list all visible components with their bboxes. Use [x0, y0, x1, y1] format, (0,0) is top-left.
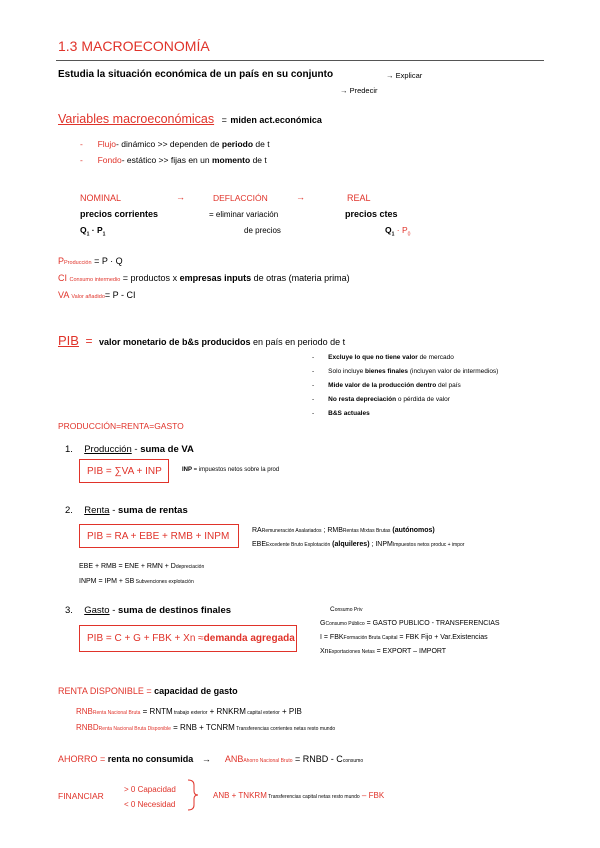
variables-title: Variables macroeconómicas: [58, 112, 215, 126]
fondo-label: Fondo: [97, 155, 122, 165]
renta-ra-sub: Remuneración Asalariados: [261, 528, 322, 534]
pib-label: PIB: [58, 333, 79, 348]
pib-bullet-rest: (incluyen valor de intermedios): [408, 368, 499, 375]
gasto-g-line: [320, 620, 500, 627]
renta-ebe-eq-sub: depreciación: [175, 564, 205, 570]
produccion-note-bold: INP: [182, 467, 193, 473]
rnkrm: + RNKRM: [207, 707, 246, 716]
pib-bullet-bold: Mide valor de la producción dentro: [328, 382, 437, 389]
renta-heading: [65, 505, 188, 516]
prg-title: PRODUCCIÓN=RENTA=GASTO: [58, 421, 184, 431]
intro-text: Estudia la situación económica de un país en su conjunto: [58, 69, 334, 80]
def-p-main: P: [58, 256, 65, 266]
gasto-g-sub: Consumo Público: [325, 621, 365, 627]
pib-bullet-rest: o pérdida de valor: [396, 396, 450, 403]
ahorro-arrow: →: [201, 754, 211, 764]
financiar-formula: [213, 791, 384, 800]
de-precios: de precios: [244, 226, 281, 235]
page-title: 1.3 MACROECONOMÍA: [58, 38, 210, 54]
renta-inpm: ; INPM: [369, 541, 393, 548]
variables-heading: [58, 112, 322, 126]
rnb-label: RNB: [76, 707, 93, 716]
ahorro-line: [58, 754, 363, 764]
pib-def-end: en país en periodo de t: [250, 337, 346, 347]
renta-dash: -: [109, 505, 119, 516]
q1p1-p: · P: [89, 225, 103, 235]
gasto-i-line: [320, 634, 488, 641]
pib-eq: =: [85, 334, 93, 348]
gasto-num: 3.: [65, 605, 73, 616]
header-rule: [56, 60, 544, 61]
def-ci-bold: empresas inputs: [179, 273, 252, 283]
variables-def: miden act.económica: [230, 115, 322, 125]
renta-inpm-eq: [79, 578, 194, 585]
pib-heading: [58, 333, 345, 348]
produccion-formula-box: PIB = ∑VA + INP: [79, 459, 169, 483]
ahorro-anb: ANB: [224, 754, 244, 764]
flujo-text: - dinámico >> dependen de: [116, 139, 222, 149]
pib-bullet: [312, 396, 450, 403]
deflacion-label: DEFLACCIÓN: [213, 193, 268, 203]
q1p0-p: · P: [394, 225, 408, 235]
gasto-formula-bold: demanda agregada: [203, 633, 295, 644]
ahorro-anb-sub: Ahorro Nacional Bruto: [243, 758, 293, 764]
gasto-c-line: [330, 606, 363, 613]
precios-corrientes: precios corrientes: [80, 209, 159, 219]
flujo-bold: periodo: [221, 139, 254, 149]
gasto-dash: -: [109, 605, 119, 616]
def-va-eq: = P - CI: [104, 290, 136, 300]
gasto-g: G: [320, 620, 326, 627]
def-p-sub: Producción: [64, 260, 92, 266]
nominal-arrow-1: →: [176, 192, 185, 202]
financiar-necesidad: < 0 Necesidad: [124, 800, 176, 809]
financiar-anb: ANB + TNKRM: [213, 791, 267, 800]
pib-def: valor monetario de b&s producidos: [99, 337, 251, 347]
fondo-end: de t: [250, 155, 267, 165]
renta-disp-heading: [58, 686, 238, 696]
gasto-c-sub: onsumo Priv: [334, 607, 363, 613]
def-p-eq: = P · Q: [94, 256, 123, 266]
rnbd-sub: Renta Nacional Bruta Disponible: [98, 726, 171, 732]
q1p1-q-sub: 1: [86, 231, 90, 238]
renta-label: Renta: [84, 505, 110, 516]
rnb-line: [76, 707, 302, 716]
ahorro-c-sub: consumo: [342, 758, 364, 764]
renta-aut: (autónomos): [390, 527, 435, 534]
flujo-line: [80, 139, 270, 149]
produccion-def: suma de VA: [140, 444, 194, 455]
pib-bullet-bold: Solo incluye: [328, 368, 366, 375]
real-label: REAL: [347, 193, 371, 203]
pib-bullet: [312, 382, 461, 389]
fondo-dash: -: [80, 155, 83, 165]
financiar-tnkrm-sub: Transferencias capital netas resto mundo: [266, 794, 360, 800]
nominal-arrow-2: →: [296, 192, 305, 202]
pib-bullet-bold2: bienes finales: [365, 368, 409, 375]
rntm-sub: trabajo exterior: [172, 710, 208, 716]
precios-ctes: precios ctes: [345, 209, 398, 219]
produccion-dash: -: [131, 444, 141, 455]
produccion-heading: [65, 444, 194, 455]
gasto-xn-line: [320, 648, 446, 655]
pib-bullet-dash: -: [312, 396, 315, 403]
def-va: [58, 290, 136, 300]
renta-ebe-line: [252, 541, 464, 548]
pib-bullet-bold: No resta depreciación: [328, 396, 397, 403]
renta-disp-def: capacidad de gasto: [154, 686, 238, 696]
renta-ra: RA: [252, 527, 262, 534]
def-ci: [58, 273, 350, 283]
rnbd-label: RNBD: [76, 723, 99, 732]
q1p0-q: Q: [385, 225, 392, 235]
def-ci-sub: Consumo intermedio: [69, 277, 121, 283]
flujo-dash: -: [80, 139, 83, 149]
tcnrm-sub: Transferencias corrientes netas resto mundo: [234, 726, 336, 732]
nominal-label: NOMINAL: [80, 193, 122, 203]
q1p0-p-sub: 0: [407, 231, 411, 238]
produccion-num: 1.: [65, 444, 73, 455]
q1p1: [80, 225, 105, 238]
def-ci-eq: = productos x: [122, 273, 180, 283]
def-p: [58, 256, 123, 266]
fondo-text: - estático >> fijas en un: [121, 155, 212, 165]
produccion-note-text: = impuestos netos sobre la prod: [192, 467, 280, 473]
renta-inpm-sub: Impuestos netos produc + impor: [392, 542, 465, 548]
financiar-end: – FBK: [359, 791, 385, 800]
renta-ebe: EBE: [252, 541, 267, 548]
variables-eq: =: [221, 115, 227, 125]
gasto-xn: Xn: [320, 648, 329, 655]
fondo-line: [80, 155, 267, 165]
def-ci-end: de otras (materia prima): [251, 273, 350, 283]
q1p1-q: Q: [80, 225, 87, 235]
financiar-label: FINANCIAR: [58, 791, 104, 801]
gasto-label: Gasto: [84, 605, 110, 616]
intro-predecir: → Predecir: [340, 86, 378, 95]
rnbd-eq: = RNB + TCNRM: [170, 723, 235, 732]
gasto-c: C: [330, 606, 335, 613]
flujo-label: Flujo: [97, 139, 117, 149]
fondo-bold: momento: [211, 155, 251, 165]
gasto-i-eq: = FBK Fijo + Var.Existencias: [397, 634, 488, 641]
rnb-end: + PIB: [279, 707, 302, 716]
rnb-sub: Renta Nacional Bruta: [92, 710, 141, 716]
renta-alq: (alquileres): [330, 541, 370, 548]
q1p1-p-sub: 1: [102, 231, 106, 238]
ahorro-anb-eq: = RNBD - C: [292, 754, 343, 764]
rnkrm-sub: capital exterior: [245, 710, 280, 716]
financiar-brace-icon: [186, 779, 200, 811]
eliminar-variacion: = eliminar variación: [209, 210, 279, 219]
renta-inpm-eq-text: INPM = IPM + SB: [79, 578, 135, 585]
renta-formula-box: PIB = RA + EBE + RMB + INPM: [79, 524, 239, 548]
pib-bullet-rest: del país: [436, 382, 461, 389]
def-va-sub: Valor añadido: [71, 294, 105, 300]
renta-inpm-eq-sub: Subvenciones explotación: [134, 579, 194, 585]
intro-explicar: → Explicar: [386, 71, 423, 80]
gasto-heading: [65, 605, 231, 616]
rnb-eq: = RNTM: [140, 707, 173, 716]
ahorro-label: AHORRO =: [58, 754, 106, 764]
pib-bullet-rest: de mercado: [417, 354, 454, 361]
gasto-xn-sub: Exportaciones Netas: [328, 649, 375, 655]
pib-bullet-dash: -: [312, 354, 315, 361]
gasto-g-eq: = GASTO PUBLICO - TRANSFERENCIAS: [364, 620, 500, 627]
produccion-label: Producción: [84, 444, 132, 455]
renta-def: suma de rentas: [118, 505, 188, 516]
financiar-capacidad: > 0 Capacidad: [124, 785, 176, 794]
rnbd-line: [76, 723, 335, 732]
flujo-end: de t: [253, 139, 270, 149]
q1p0: [385, 225, 410, 238]
pib-bullet: [312, 354, 454, 361]
gasto-formula: PIB = C + G + FBK + Xn ≈: [87, 633, 204, 644]
pib-bullet-bold: B&S actuales: [328, 410, 370, 417]
ahorro-def: renta no consumida: [107, 754, 194, 764]
gasto-formula-box: [79, 625, 297, 652]
renta-disp-label: RENTA DISPONIBLE =: [58, 686, 152, 696]
pib-bullet: [312, 368, 498, 375]
renta-ra-line: [252, 527, 435, 534]
renta-ebe-sub: Excedente Bruto Explotación: [266, 542, 331, 548]
pib-bullet-dash: -: [312, 382, 315, 389]
produccion-note: [182, 467, 279, 473]
def-ci-main: CI: [58, 273, 67, 283]
gasto-xn-eq: = EXPORT – IMPORT: [374, 648, 447, 655]
def-va-main: VA: [58, 290, 69, 300]
gasto-def: suma de destinos finales: [118, 605, 232, 616]
renta-rmb: ; RMB: [321, 527, 343, 534]
renta-num: 2.: [65, 505, 73, 516]
pib-bullet-dash: -: [312, 368, 315, 375]
pib-bullet-dash: -: [312, 410, 315, 417]
gasto-i-sub: Formación Bruta Capital: [343, 635, 398, 641]
renta-rmb-sub: Rentas Mixtas Brutas: [342, 528, 391, 534]
q1p0-q-sub: 1: [391, 231, 395, 238]
renta-ebe-eq-text: EBE + RMB = ENE + RMN + D: [79, 563, 176, 570]
renta-ebe-eq: [79, 563, 204, 570]
gasto-i: I = FBK: [320, 634, 344, 641]
pib-bullet-bold: Excluye lo que no tiene valor: [328, 354, 418, 361]
pib-bullet: [312, 410, 370, 417]
